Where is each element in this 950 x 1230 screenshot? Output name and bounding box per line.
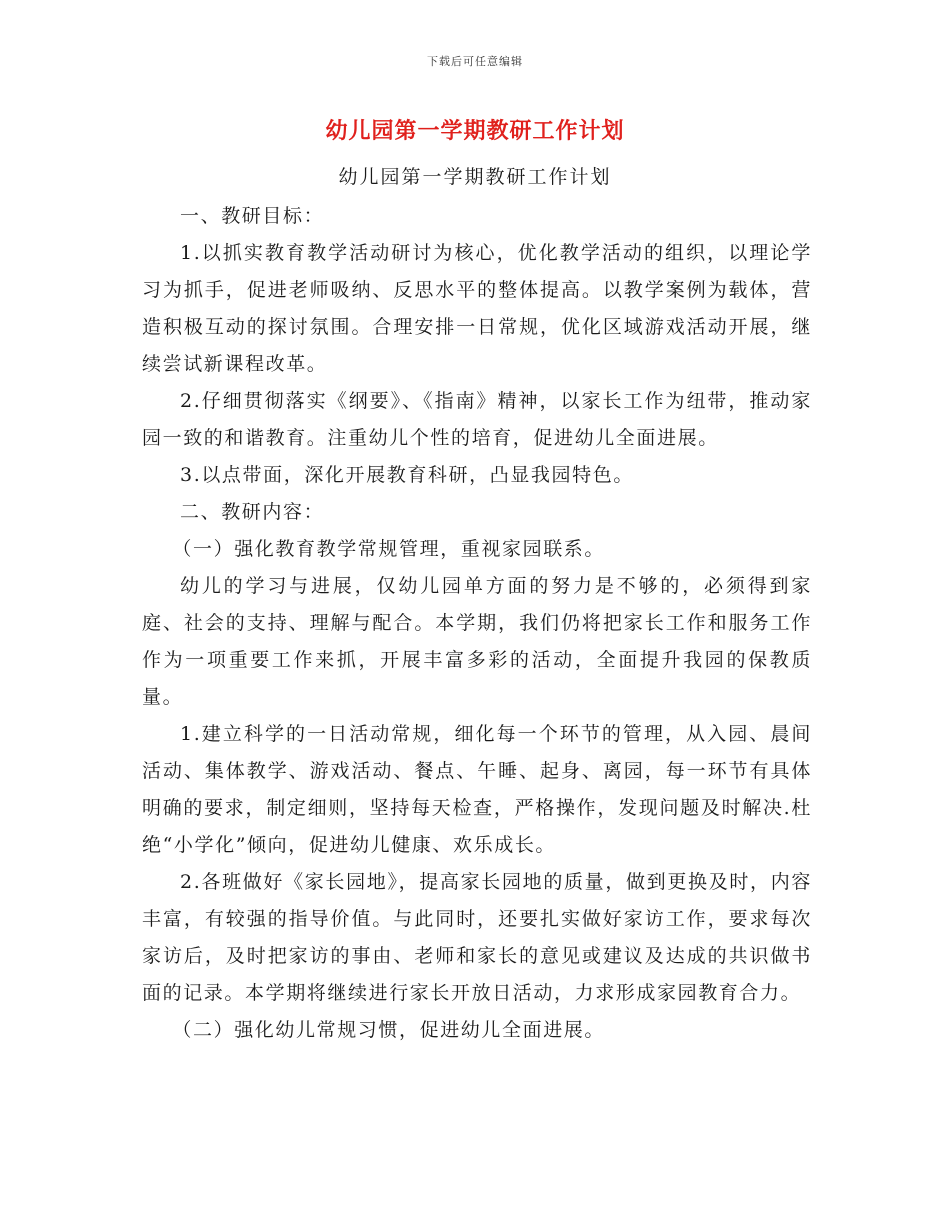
paragraph: 2.各班做好《家长园地》，提高家长园地的质量，做到更换及时，内容丰富，有较强的指导价值。与此同时，还要扎实做好家访工作，要求每次家访后，及时把家访的事由、老师和家长的意见或建议及达成的共识做书面的记录。本学期将继续进行家长开放日活动，力求形成家园教育合力。 — [142, 871, 812, 1004]
document-title: 幼儿园第一学期教研工作计划 — [325, 118, 625, 144]
document-subtitle: 幼儿园第一学期教研工作计划 — [338, 166, 612, 188]
page-header-note: 下载后可任意编辑 — [427, 55, 523, 68]
paragraph: 2.仔细贯彻落实《纲要》、《指南》精神，以家长工作为纽带，推动家园一致的和谐教育。注重幼儿个性的培育，促进幼儿全面进展。 — [142, 390, 812, 449]
paragraph: 1.建立科学的一日活动常规，细化每一个环节的管理，从入园、晨间活动、集体教学、游戏活动、餐点、午睡、起身、离园，每一环节有具体明确的要求，制定细则，坚持每天检查，严格操作，发现问题及时解决.杜绝“小学化”倾向，促进幼儿健康、欢乐成长。 — [142, 723, 812, 856]
paragraph: 3.以点带面，深化开展教育科研，凸显我园特色。 — [180, 464, 634, 486]
subsection-heading: （二）强化幼儿常规习惯，促进幼儿全面进展。 — [172, 1019, 605, 1041]
subsection-heading: （一）强化教育教学常规管理，重视家园联系。 — [172, 538, 605, 560]
section-heading-goals: 一、教研目标： — [180, 205, 325, 227]
paragraph: 1.以抓实教育教学活动研讨为核心，优化教学活动的组织，以理论学习为抓手，促进老师吸纳、反思水平的整体提高。以教学案例为载体，营造积极互动的探讨氛围。合理安排一日常规，优化区域游戏活动开展，继续尝试新课程改革。 — [142, 242, 812, 375]
section-heading-content: 二、教研内容： — [180, 501, 325, 523]
paragraph: 幼儿的学习与进展，仅幼儿园单方面的努力是不够的，必须得到家庭、社会的支持、理解与配合。本学期，我们仍将把家长工作和服务工作作为一项重要工作来抓，开展丰富多彩的活动，全面提升我园的保教质量。 — [142, 575, 812, 708]
document-body — [142, 198, 812, 1049]
